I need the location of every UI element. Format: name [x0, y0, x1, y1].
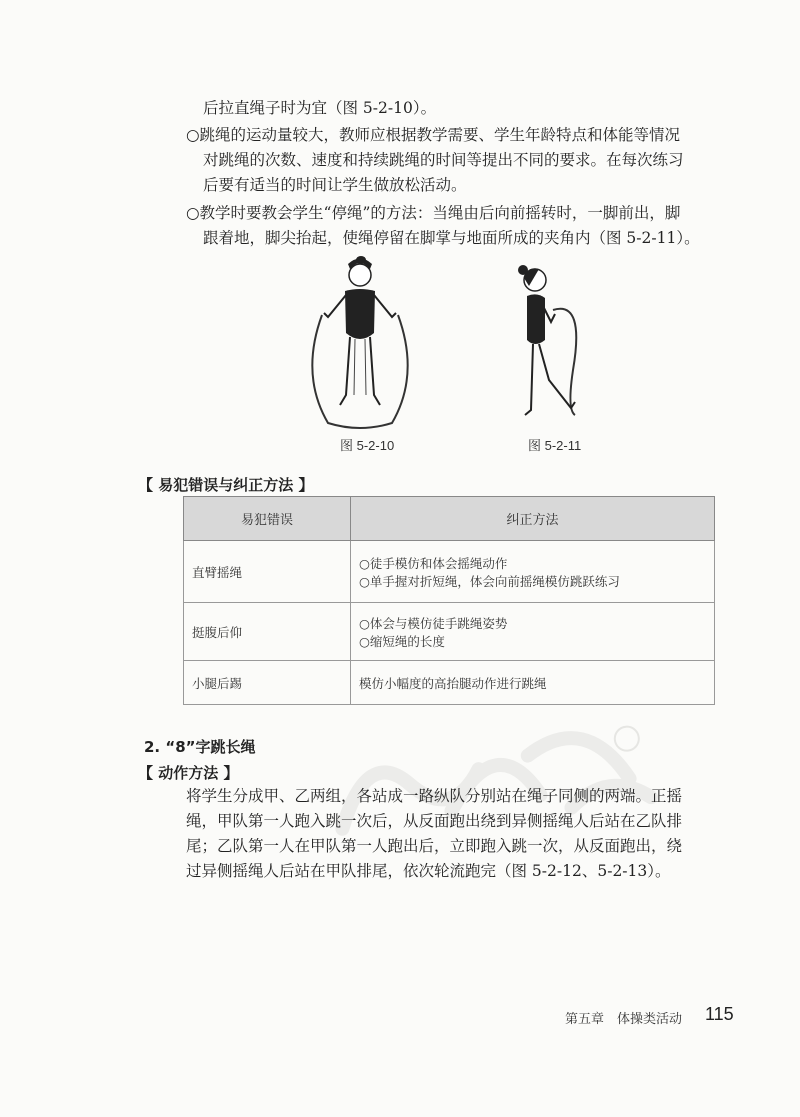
figure-5-2-10 [300, 255, 420, 430]
table-row [184, 661, 715, 705]
errors-table [183, 496, 715, 705]
method-heading: 【 动作方法 】 [138, 764, 239, 782]
column-header-error: 易犯错误 [184, 497, 351, 541]
intro-line: 后拉直绳子时为宜（图 5-2-10）。 [203, 99, 437, 117]
figure-5-2-11 [505, 260, 595, 430]
fig-5-2-11-caption: 图 5-2-11 [528, 438, 582, 453]
fix-line: ○体会与模仿徒手跳绳姿势 [359, 615, 508, 631]
error-cell: 直臂摇绳 [184, 541, 351, 603]
bullet-workload [186, 123, 746, 198]
fig-5-2-10-caption: 图 5-2-10 [340, 438, 395, 453]
error-cell: 挺腹后仰 [184, 603, 351, 661]
bullet-workload-line3: 后要有适当的时间让学生做放松活动。 [203, 176, 467, 194]
method-line4: 过异侧摇绳人后站在甲队排尾，依次轮流跑完（图 5-2-12、5-2-13）。 [186, 862, 671, 880]
fix-line: ○单手握对折短绳，体会向前摇绳模仿跳跃练习 [359, 573, 620, 589]
bullet-stop-rope-line1: ○教学时要教会学生“停绳”的方法：当绳由后向前摇转时，一脚前出，脚 [186, 204, 681, 222]
method-paragraph [186, 784, 746, 884]
table-row [184, 541, 715, 603]
page-number: 115 [705, 1004, 734, 1024]
fix-line: ○徒手模仿和体会摇绳动作 [359, 555, 508, 571]
method-line1: 将学生分成甲、乙两组，各站成一路纵队分别站在绳子同侧的两端。正摇 [186, 787, 683, 805]
method-line3: 尾；乙队第一人在甲队第一人跑出后，立即跑入跳一次，从反面跑出，绕 [186, 837, 683, 855]
table-header-row [184, 497, 715, 541]
fix-cell [351, 603, 715, 661]
errors-section-heading: 【 易犯错误与纠正方法 】 [138, 476, 314, 494]
bullet-stop-rope-line2: 跟着地，脚尖抬起，使绳停留在脚掌与地面所成的夹角内（图 5-2-11）。 [203, 229, 700, 247]
fix-cell [351, 661, 715, 705]
fix-cell [351, 541, 715, 603]
bullet-stop-rope [186, 201, 746, 251]
footer-chapter: 第五章 体操类活动 [565, 1012, 683, 1027]
fix-line: 模仿小幅度的高抬腿动作进行跳绳 [359, 675, 547, 691]
bullet-workload-line2: 对跳绳的次数、速度和持续跳绳的时间等提出不同的要求。在每次练习 [203, 151, 684, 169]
section-2-title: 2. “8”字跳长绳 [144, 738, 256, 756]
bullet-workload-line1: ○跳绳的运动量较大，教师应根据教学需要、学生年龄特点和体能等情况 [186, 126, 681, 144]
column-header-fix: 纠正方法 [351, 497, 715, 541]
error-cell: 小腿后踢 [184, 661, 351, 705]
method-line2: 绳，甲队第一人跑入跳一次后，从反面跑出绕到异侧摇绳人后站在乙队排 [186, 812, 683, 830]
fix-line: ○缩短绳的长度 [359, 633, 445, 649]
table-row [184, 603, 715, 661]
